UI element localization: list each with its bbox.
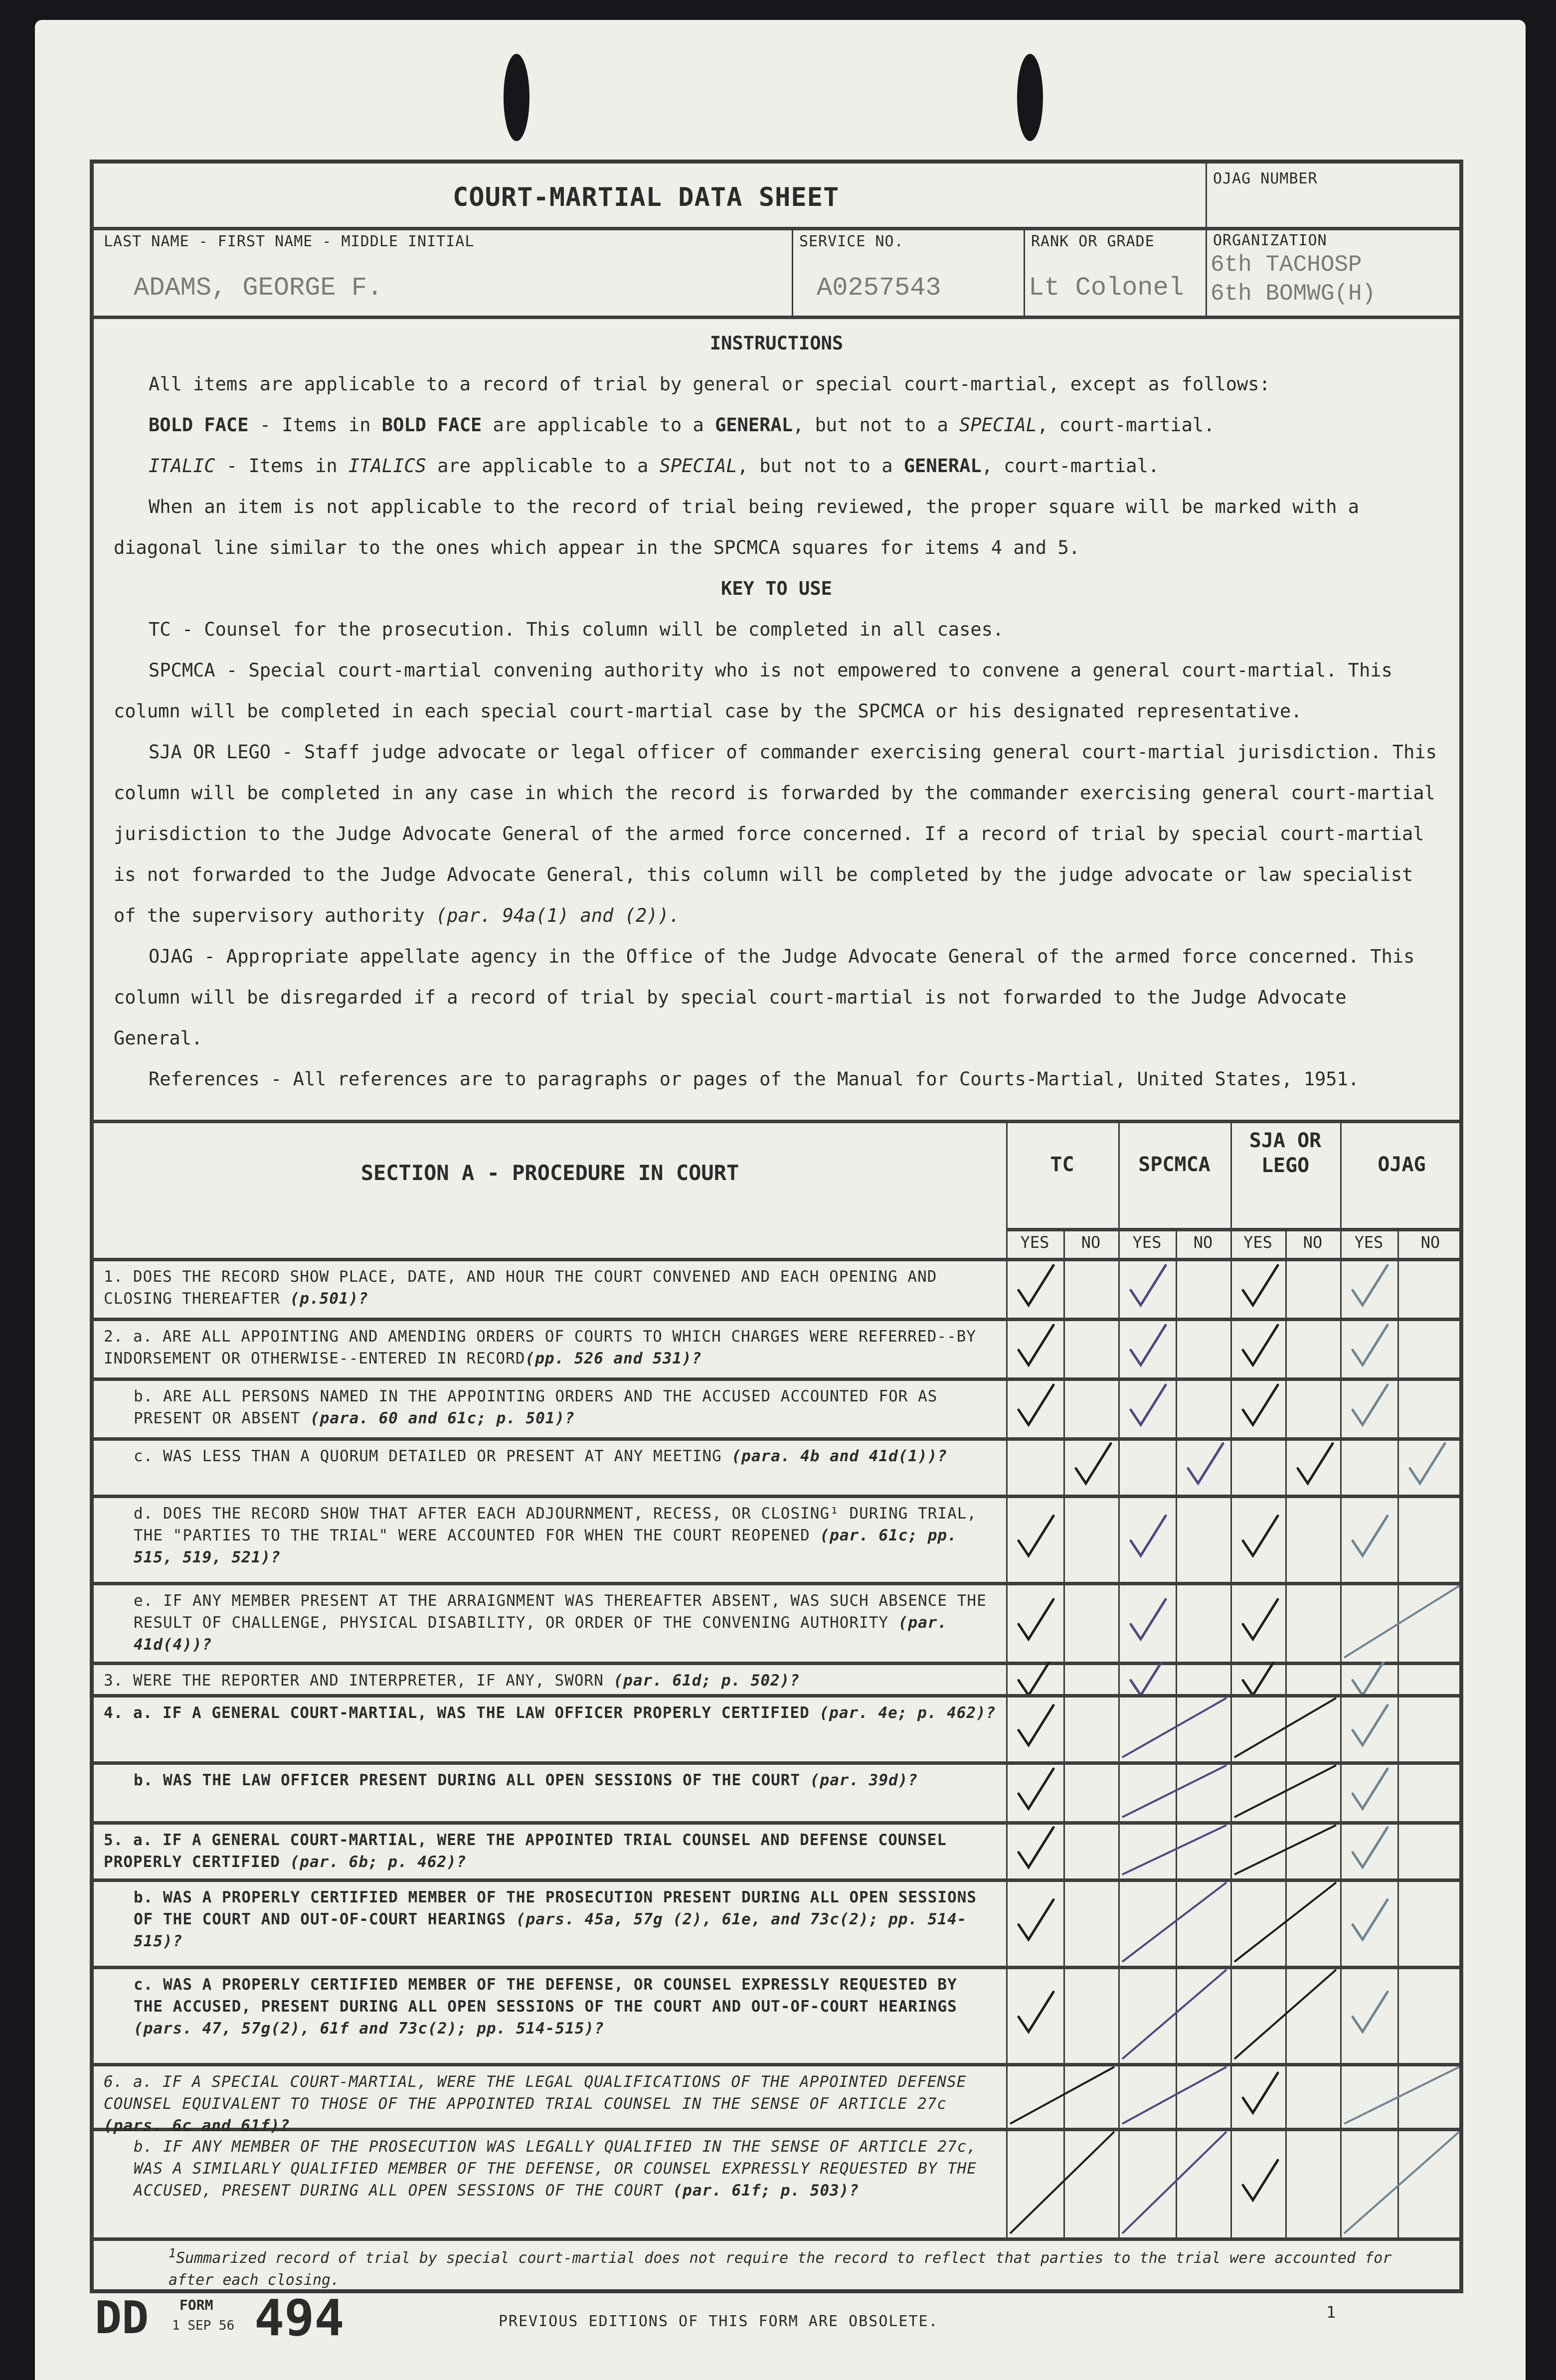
tc-not-applicable-slash[interactable] [1006,2063,1118,2128]
item-reference: (par. 41d(4))? [134,1614,948,1654]
item-number: b. [134,2138,154,2156]
sja-not-applicable-slash[interactable] [1230,1694,1340,1761]
ojag-yes-checkmark-icon[interactable] [1340,1821,1397,1878]
key-spcmca: SPCMCA - Special court-martial convening authority who is not empowered to convene a general court-martial. This column will be completed in each special court-martial case by the SPCMCA or his designated representative. [114,660,1392,722]
instructions-italic [114,446,1439,487]
spcmca-yes-checkmark-icon[interactable] [1118,1662,1176,1694]
court-martial-data-sheet [90,160,1463,2293]
ojag-yes-checkmark-icon[interactable] [1340,1662,1397,1694]
italic-term: ITALICS [348,455,426,477]
ojag-no-checkmark-icon[interactable] [1397,1437,1455,1495]
sja-no-header: NO [1303,1233,1323,1252]
column-header-sja [1230,1128,1340,1178]
footnote-marker: 1 [169,2246,176,2260]
text: are applicable to a [426,455,660,477]
special-term: SPECIAL [959,414,1037,436]
table-row [104,2071,996,2137]
item-reference: (para. 4b and 41d(1))? [731,1447,948,1465]
tc-yes-checkmark-icon[interactable] [1006,1258,1063,1318]
item-question: WAS A PROPERLY CERTIFIED MEMBER OF THE DEFENSE, OR COUNSEL EXPRESSLY REQUESTED BY THE ACCUSED, PRESENT DURING ALL OPEN SESSIONS OF THE COURT AND OUT-OF-COURT HEARINGS [134,1976,957,2016]
table-row [104,1829,996,1873]
sja-line2: LEGO [1261,1154,1310,1177]
item-number: 6. a. [104,2073,153,2091]
text: , court-martial. [1037,414,1215,436]
tc-not-applicable-slash[interactable] [1006,2128,1118,2237]
item-question: IF A SPECIAL COURT-MARTIAL, WERE THE LEGAL QUALIFICATIONS OF THE APPOINTED DEFENSE COUNSEL EQUIVALENT TO THOSE OF THE APPOINTED TRIAL COUNSEL IN THE SENSE OF ARTICLE 27c [104,2073,967,2113]
organization-field-line2[interactable]: 6th BOMWG(H) [1210,281,1376,307]
item-question: ARE ALL PERSONS NAMED IN THE APPOINTING ORDERS AND THE ACCUSED ACCOUNTED FOR AS PRESENT OR ABSENT [134,1387,938,1427]
divider [1006,1228,1459,1231]
item-question: WAS A PROPERLY CERTIFIED MEMBER OF THE PROSECUTION PRESENT DURING ALL OPEN SESSIONS OF THE COURT AND OUT-OF-COURT HEARINGS [134,1888,977,1928]
item-reference: (p.501)? [290,1290,368,1308]
section-a-title: SECTION A - PROCEDURE IN COURT [360,1161,739,1185]
spcmca-not-applicable-slash[interactable] [1118,1761,1230,1821]
sja-yes-checkmark-icon[interactable] [1230,1582,1288,1662]
key-tc: TC - Counsel for the prosecution. This column will be completed in all cases. [149,619,1004,640]
obsolete-notice: PREVIOUS EDITIONS OF THIS FORM ARE OBSOLETE. [499,2313,939,2330]
ojag-yes-checkmark-icon[interactable] [1340,1966,1397,2063]
punch-hole-right [1017,54,1043,141]
spcmca-yes-checkmark-icon[interactable] [1118,1377,1176,1437]
text: are applicable to a [482,414,715,436]
item-reference: (par. 6b; p. 462)? [290,1853,467,1871]
table-row [104,1670,996,1692]
tc-no-header: NO [1081,1233,1101,1252]
text: - Items in [248,414,382,436]
special-term: SPECIAL [659,455,737,477]
sja-not-applicable-slash[interactable] [1230,1878,1340,1966]
table-row [104,1702,996,1724]
sja-no-checkmark-icon[interactable] [1285,1437,1343,1495]
sja-line1: SJA OR [1249,1129,1322,1152]
spcmca-not-applicable-slash[interactable] [1118,1694,1230,1761]
general-term: GENERAL [715,414,793,436]
tc-yes-header: YES [1020,1233,1049,1252]
item-question: WAS THE LAW OFFICER PRESENT DURING ALL OPEN SESSIONS OF THE COURT [163,1771,810,1789]
spcmca-not-applicable-slash[interactable] [1118,1878,1230,1966]
item-reference: (pp. 526 and 531)? [525,1350,702,1367]
tc-yes-checkmark-icon[interactable] [1006,1662,1063,1694]
ojag-no-header: NO [1420,1233,1440,1252]
form-label: FORM [179,2297,213,2313]
instructions-block [114,323,1439,1100]
item-question: IF A GENERAL COURT-MARTIAL, WAS THE LAW OFFICER PROPERLY CERTIFIED [163,1704,820,1722]
item-reference: (pars. 47, 57g(2), 61f and 73c(2); pp. 514-515)? [134,2020,604,2038]
table-row [104,1886,996,1952]
tc-yes-checkmark-icon[interactable] [1006,1966,1063,2063]
text: - Items in [215,455,348,477]
item-reference: (para. 60 and 61c; p. 501)? [310,1409,575,1427]
form-number: 494 [254,2289,345,2347]
ojag-yes-checkmark-icon[interactable] [1340,1318,1397,1377]
column-header-spcmca: SPCMCA [1138,1153,1210,1176]
reference: (par. 94a(1) and (2)). [436,905,681,926]
italic-term: ITALIC [149,455,215,477]
item-number: 3. [104,1672,124,1690]
item-reference: (pars. 6c and 61f)? [104,2117,290,2135]
key-sja [114,732,1439,936]
item-question: IF ANY MEMBER PRESENT AT THE ARRAIGNMENT WAS THEREAFTER ABSENT, WAS SUCH ABSENCE THE RESULT OF CHALLENGE, PHYSICAL DISABILITY, OR ORDER OF THE CONVENING AUTHORITY [134,1592,987,1632]
ojag-yes-checkmark-icon[interactable] [1340,1694,1397,1761]
ojag-number-label: OJAG NUMBER [1213,170,1318,187]
instructions-p4: When an item is not applicable to the record of trial being reviewed, the proper square will be marked with a diagonal line similar to the ones which appear in the SPCMCA squares for items 4 and 5. [114,496,1360,558]
spcmca-no-header: NO [1193,1233,1213,1252]
name-field[interactable]: ADAMS, GEORGE F. [134,273,383,303]
sja-not-applicable-slash[interactable] [1230,1966,1340,2063]
divider [792,228,793,316]
key-heading: KEY TO USE [721,578,832,599]
ojag-not-applicable-slash[interactable] [1340,2128,1463,2237]
spcmca-yes-checkmark-icon[interactable] [1118,1495,1176,1582]
item-number: e. [134,1592,154,1610]
ojag-yes-checkmark-icon[interactable] [1340,1377,1397,1437]
tc-yes-checkmark-icon[interactable] [1006,1821,1063,1878]
item-number: b. [134,1387,154,1405]
item-reference: (par. 61d; p. 502)? [613,1672,800,1690]
table-row [104,1974,996,2040]
tc-no-checkmark-icon[interactable] [1063,1437,1121,1495]
sja-not-applicable-slash[interactable] [1230,1821,1340,1878]
item-reference: (par. 39d)? [810,1771,918,1789]
item-reference: (par. 61f; p. 503)? [673,2182,860,2200]
rank-field[interactable]: Lt Colonel [1029,273,1185,303]
divider [1206,164,1207,316]
item-number: 1. [104,1268,124,1286]
text: SJA OR LEGO - Staff judge advocate or legal officer of commander exercising general court-martial jurisdiction. This column will be completed in any case in which the record is forwarded by the commander exercising general court-martial jurisdiction to the Judge Advocate General of the armed force concerned. If a record of trial by special court-martial is not forwarded to the Judge Advocate General, this column will be completed by the judge advocate or law specialist of the supervisory authority [114,741,1437,926]
divider [1024,228,1025,316]
instructions-bold-face [114,405,1439,446]
tc-yes-checkmark-icon[interactable] [1006,1878,1063,1966]
sja-yes-checkmark-icon[interactable] [1230,1377,1288,1437]
item-number: b. [134,1771,154,1789]
item-question: DOES THE RECORD SHOW THAT AFTER EACH ADJOURNMENT, RECESS, OR CLOSING¹ DURING TRIAL, THE "PARTIES TO THE TRIAL" WERE ACCOUNTED FOR WHEN THE COURT REOPENED [134,1505,977,1544]
item-number: c. [134,1447,154,1465]
sja-yes-header: YES [1243,1233,1272,1252]
item-number: 4. a. [104,1704,153,1722]
item-reference: (pars. 45a, 57g (2), 61e, and 73c(2); pp. 514-515)? [134,1910,967,1950]
sja-not-applicable-slash[interactable] [1230,1761,1340,1821]
key-ojag: OJAG - Appropriate appellate agency in the Office of the Judge Advocate General of the armed force concerned. This column will be disregarded if a record of trial by special court-martial is not forwarded to the Judge Advocate General. [114,946,1415,1049]
spcmca-not-applicable-slash[interactable] [1118,2128,1230,2237]
ojag-yes-checkmark-icon[interactable] [1340,1878,1397,1966]
item-number: d. [134,1505,154,1523]
tc-yes-checkmark-icon[interactable] [1006,1761,1063,1821]
form-date: 1 SEP 56 [172,2318,235,2333]
sja-yes-checkmark-icon[interactable] [1230,1495,1288,1582]
divider [94,227,1459,230]
item-reference: (par. 61c; pp. 515, 519, 521)? [134,1527,957,1566]
text: , but not to a [737,455,904,477]
dd-label: DD [95,2292,149,2344]
divider [94,1120,1459,1123]
sja-yes-checkmark-icon[interactable] [1230,1258,1288,1318]
service-no-field[interactable]: A0257543 [817,273,941,303]
ojag-yes-checkmark-icon[interactable] [1340,1258,1397,1318]
organization-label: ORGANIZATION [1213,232,1327,249]
spcmca-not-applicable-slash[interactable] [1118,2063,1230,2128]
tc-yes-checkmark-icon[interactable] [1006,1694,1063,1761]
form-title: COURT-MARTIAL DATA SHEET [453,182,840,212]
item-number: c. [134,1976,154,1994]
tc-yes-checkmark-icon[interactable] [1006,1582,1063,1662]
item-question: WAS LESS THAN A QUORUM DETAILED OR PRESENT AT ANY MEETING [163,1447,732,1465]
item-question: IF ANY MEMBER OF THE PROSECUTION WAS LEGALLY QUALIFIED IN THE SENSE OF ARTICLE 27c, WAS A SIMILARLY QUALIFIED MEMBER OF THE DEFENSE, OR COUNSEL EXPRESSLY REQUESTED BY THE ACCUSED, PRESENT DURING ALL OPEN SESSIONS OF THE COURT [134,2138,977,2200]
sja-yes-checkmark-icon[interactable] [1230,2128,1288,2237]
item-question: WERE THE REPORTER AND INTERPRETER, IF ANY, SWORN [133,1672,614,1690]
ojag-not-applicable-slash[interactable] [1340,1582,1463,1662]
table-row [104,1590,996,1656]
table-row [104,1769,996,1791]
item-question: DOES THE RECORD SHOW PLACE, DATE, AND HOUR THE COURT CONVENED AND EACH OPENING AND CLOSING THEREAFTER [104,1268,937,1308]
item-question: IF A GENERAL COURT-MARTIAL, WERE THE APPOINTED TRIAL COUNSEL AND DEFENSE COUNSEL PROPERLY CERTIFIED [104,1831,947,1871]
key-references: References - All references are to paragraphs or pages of the Manual for Courts-Martial, United States, 1951. [149,1068,1360,1090]
ojag-not-applicable-slash[interactable] [1340,2063,1463,2128]
table-row [104,2136,996,2202]
spcmca-yes-checkmark-icon[interactable] [1118,1318,1176,1377]
sja-yes-checkmark-icon[interactable] [1230,1662,1288,1694]
tc-yes-checkmark-icon[interactable] [1006,1495,1063,1582]
text: , court-martial. [981,455,1160,477]
row-divider [94,2237,1459,2241]
item-number: b. [134,1888,154,1906]
tc-yes-checkmark-icon[interactable] [1006,1318,1063,1377]
instructions-p1: All items are applicable to a record of trial by general or special court-martial, except as follows: [149,373,1270,395]
item-reference: (par. 4e; p. 462)? [819,1704,996,1722]
ojag-yes-header: YES [1354,1233,1383,1252]
text: , but not to a [793,414,960,436]
table-row [104,1266,996,1310]
tc-yes-checkmark-icon[interactable] [1006,1377,1063,1437]
table-row [104,1385,996,1429]
footnote [169,2242,1415,2291]
bold-face-term: BOLD FACE [149,414,249,436]
page-number: 1 [1326,2303,1336,2322]
sja-yes-checkmark-icon[interactable] [1230,1318,1288,1377]
rank-label: RANK OR GRADE [1031,233,1155,250]
column-header-tc: TC [1050,1153,1074,1176]
footnote-text: Summarized record of trial by special court-martial does not require the record to reflect that parties to the trial were accounted for after each closing. [169,2249,1392,2289]
service-no-label: SERVICE NO. [799,233,904,250]
table-row [104,1503,996,1568]
item-number: 2. a. [104,1328,153,1346]
table-row [104,1326,996,1369]
organization-field-line1[interactable]: 6th TACHOSP [1210,252,1362,278]
item-number: 5. a. [104,1831,153,1849]
item-question: ARE ALL APPOINTING AND AMENDING ORDERS OF COURTS TO WHICH CHARGES WERE REFERRED--BY INDORSEMENT OR OTHERWISE--ENTERED IN RECORD [104,1328,977,1367]
spcmca-no-checkmark-icon[interactable] [1176,1437,1233,1495]
punch-hole-left [504,54,529,141]
spcmca-yes-checkmark-icon[interactable] [1118,1258,1176,1318]
spcmca-not-applicable-slash[interactable] [1118,1966,1230,2063]
bold-face-term: BOLD FACE [381,414,482,436]
table-row [104,1445,996,1467]
spcmca-not-applicable-slash[interactable] [1118,1821,1230,1878]
spcmca-yes-checkmark-icon[interactable] [1118,1582,1176,1662]
instructions-heading: INSTRUCTIONS [709,333,844,354]
ojag-yes-checkmark-icon[interactable] [1340,1761,1397,1821]
column-header-ojag: OJAG [1378,1153,1426,1176]
name-label: LAST NAME - FIRST NAME - MIDDLE INITIAL [104,233,475,250]
ojag-yes-checkmark-icon[interactable] [1340,1495,1397,1582]
row-divider [94,1437,1459,1441]
general-term: GENERAL [903,455,982,477]
divider [94,316,1459,319]
sja-yes-checkmark-icon[interactable] [1230,2063,1288,2128]
spcmca-yes-header: YES [1132,1233,1162,1252]
